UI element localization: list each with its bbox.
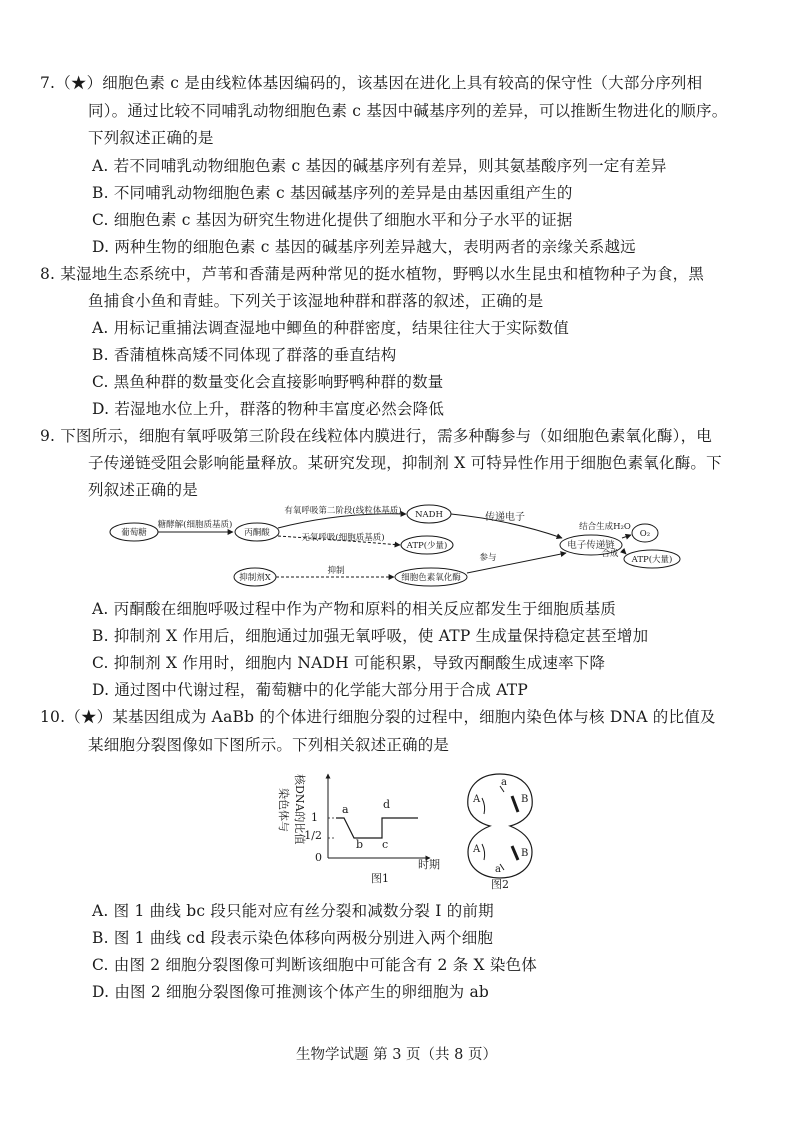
glycolysis-label: 糖酵解(细胞质基质) bbox=[157, 520, 233, 530]
q10-stem-line1: 10.（★）某基因组成为 AaBb 的个体进行细胞分裂的过程中，细胞内染色体与核 DNA 的比值及 bbox=[40, 708, 716, 726]
q8-option-b: B. 香蒲植株高矮不同体现了群落的垂直结构 bbox=[92, 346, 397, 364]
nadh-label: NADH bbox=[415, 510, 443, 520]
q10-option-c: C. 由图 2 细胞分裂图像可判断该细胞中可能含有 2 条 X 染色体 bbox=[92, 956, 537, 974]
aerobic-stage2-label: 有氧呼吸第二阶段(线粒体基质) bbox=[284, 506, 402, 516]
etc-label: 电子传递链 bbox=[567, 540, 615, 551]
q7-option-d: D. 两种生物的细胞色素 c 基因的碱基序列差异越大，表明两者的亲缘关系越远 bbox=[92, 238, 636, 256]
fig1-xlabel: 时期 bbox=[418, 858, 440, 871]
q10-option-d: D. 由图 2 细胞分裂图像可推测该个体产生的卵细胞为 ab bbox=[92, 983, 490, 1001]
figure-2-cell-image bbox=[460, 768, 540, 890]
fig1-caption: 图1 bbox=[371, 872, 389, 885]
q9-option-a: A. 丙酮酸在细胞呼吸过程中作为产物和原料的相关反应都发生于细胞质基质 bbox=[92, 600, 617, 618]
fig2-label-a-bottom: a bbox=[495, 864, 501, 875]
atp-small-label: ATP(少量) bbox=[406, 541, 448, 551]
participate-label: 参与 bbox=[479, 553, 497, 563]
q7-stem-line1: 7.（★）细胞色素 c 是由线粒体基因编码的，该基因在进化上具有较高的保守性（大部分序列相 bbox=[40, 74, 703, 92]
q9-option-d: D. 通过图中代谢过程，葡萄糖中的化学能大部分用于合成 ATP bbox=[92, 681, 528, 699]
q7-option-a: A. 若不同哺乳动物细胞色素 c 基因的碱基序列有差异，则其氨基酸序列一定有差异 bbox=[92, 157, 667, 175]
q7-option-b: B. 不同哺乳动物细胞色素 c 基因碱基序列的差异是由基因重组产生的 bbox=[92, 184, 573, 202]
fig1-point-a: a bbox=[342, 803, 349, 816]
q8-stem-line1: 8. 某湿地生态系统中，芦苇和香蒲是两种常见的挺水植物，野鸭以水生昆虫和植物种子为食，黑 bbox=[40, 265, 705, 283]
fig2-label-a-top: a bbox=[501, 777, 507, 788]
q7-stem-line2: 同）。通过比较不同哺乳动物细胞色素 c 基因中碱基序列的差异，可以推断生物进化的顺序。 bbox=[88, 102, 728, 120]
fig2-label-B-bottom: B bbox=[521, 848, 529, 859]
glucose-label: 葡萄糖 bbox=[121, 528, 147, 538]
fig1-ratio-line bbox=[336, 818, 418, 838]
o2-label: O₂ bbox=[639, 529, 651, 539]
inhibitor-label: 抑制剂X bbox=[239, 573, 271, 583]
atp-large-label: ATP(大量) bbox=[631, 555, 673, 565]
fig1-tick-1: 1 bbox=[311, 811, 318, 824]
q9-option-c: C. 抑制剂 X 作用时，细胞内 NADH 可能积累，导致丙酮酸生成速率下降 bbox=[92, 654, 606, 672]
q8-option-d: D. 若湿地水位上升，群落的物种丰富度必然会降低 bbox=[92, 400, 445, 418]
fig2-label-A-top: A bbox=[473, 794, 481, 805]
fig1-point-c: c bbox=[382, 838, 389, 851]
fig1-origin: 0 bbox=[315, 851, 322, 864]
chromosome-A-top bbox=[482, 798, 485, 814]
fig2-label-A-bottom: A bbox=[473, 844, 481, 855]
fig1-tick-half: 1/2 bbox=[304, 829, 322, 842]
q10-option-b: B. 图 1 曲线 cd 段表示染色体移向两极分别进入两个细胞 bbox=[92, 929, 494, 947]
chromosome-B-bottom bbox=[512, 846, 518, 860]
fig1-point-b: b bbox=[356, 838, 364, 851]
q9-option-b: B. 抑制剂 X 作用后，细胞通过加强无氧呼吸，使 ATP 生成量保持稳定甚至增加 bbox=[92, 627, 649, 645]
figure-1-chart bbox=[270, 768, 450, 888]
fig1-ylabel-line1: 染色体与 bbox=[277, 788, 290, 832]
q10-option-a: A. 图 1 曲线 bc 段只能对应有丝分裂和减数分裂 Ⅰ 的前期 bbox=[92, 902, 494, 920]
fig2-caption: 图2 bbox=[491, 878, 509, 890]
q9-stem-line3: 列叙述正确的是 bbox=[88, 481, 198, 499]
q10-stem-line2: 某细胞分裂图像如下图所示。下列相关叙述正确的是 bbox=[88, 736, 450, 754]
q9-stem-line2: 子传递链受阻会影响能量释放。某研究发现，抑制剂 X 可特异性作用于细胞色素氧化酶。下 bbox=[88, 454, 722, 472]
fig2-label-B-top: B bbox=[521, 794, 529, 805]
combine-h2o-label: 结合生成H₂O bbox=[579, 522, 631, 532]
synthesis-label: 合成 bbox=[601, 549, 619, 559]
q8-stem-line2: 鱼捕食小鱼和青蛙。下列关于该湿地种群和群落的叙述，正确的是 bbox=[88, 292, 544, 310]
anaerobic-label: 无氧呼吸(细胞质基质) bbox=[301, 533, 385, 543]
fig1-ylabel-line2: 核DNA的比值 bbox=[293, 774, 306, 845]
fig1-point-d: d bbox=[383, 798, 391, 811]
respiration-diagram bbox=[100, 498, 690, 598]
q9-stem-line1: 9. 下图所示，细胞有氧呼吸第三阶段在线粒体内膜进行，需多种酶参与（如细胞色素氧化酶），电 bbox=[40, 427, 712, 445]
chromosome-B-top bbox=[512, 796, 518, 812]
page-footer: 生物学试题 第 3 页（共 8 页） bbox=[296, 1047, 497, 1063]
cyt-oxidase-label: 细胞色素氧化酶 bbox=[401, 573, 461, 583]
pyruvate-label: 丙酮酸 bbox=[244, 528, 270, 538]
dividing-cell-outline bbox=[468, 774, 532, 878]
q8-option-c: C. 黑鱼种群的数量变化会直接影响野鸭种群的数量 bbox=[92, 373, 444, 391]
transfer-electrons-label: 传递电子 bbox=[485, 512, 525, 523]
q7-option-c: C. 细胞色素 c 基因为研究生物进化提供了细胞水平和分子水平的证据 bbox=[92, 211, 573, 229]
q8-option-a: A. 用标记重捕法调查湿地中鲫鱼的种群密度，结果往往大于实际数值 bbox=[92, 319, 569, 337]
inhibit-label: 抑制 bbox=[327, 566, 345, 576]
chromosome-A-bottom bbox=[482, 844, 485, 860]
q7-stem-line3: 下列叙述正确的是 bbox=[88, 129, 214, 147]
